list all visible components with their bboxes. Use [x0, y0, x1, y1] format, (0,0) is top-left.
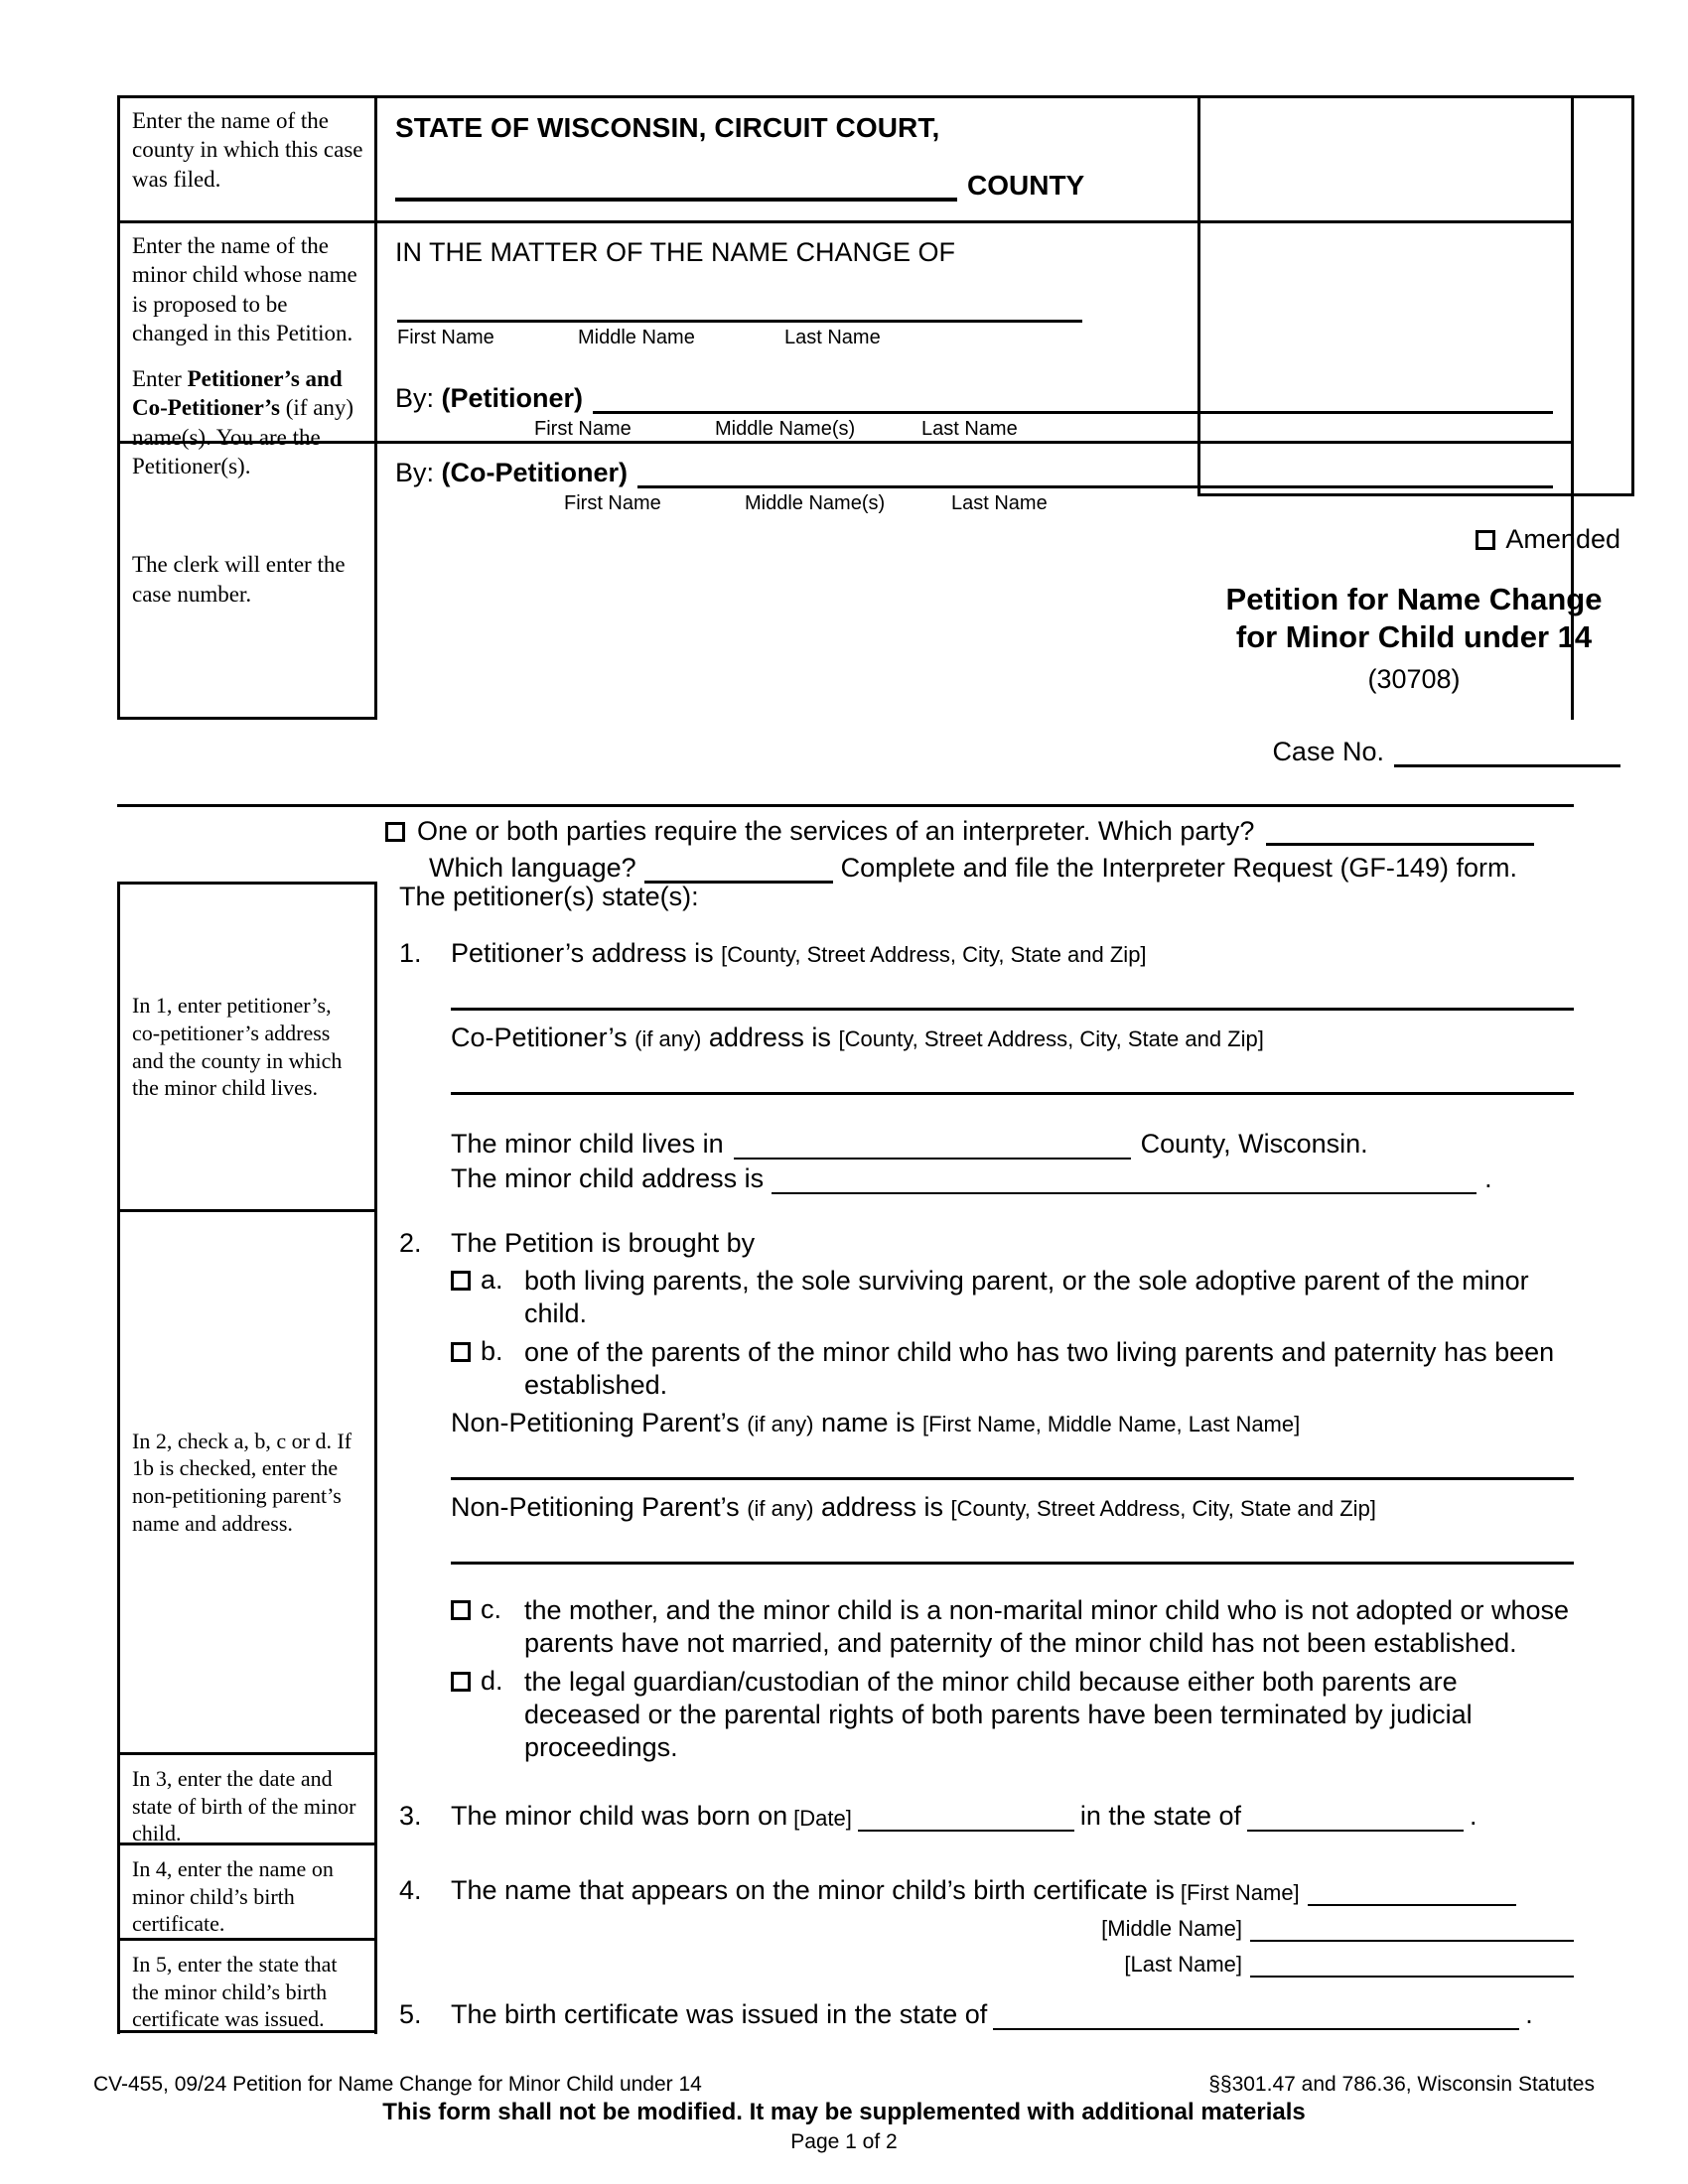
birth-state-label: in the state of	[1079, 1801, 1241, 1832]
item-3	[399, 1801, 1574, 1832]
copetitioner-label: (Co-Petitioner)	[441, 458, 629, 487]
side-note-3	[120, 1755, 374, 1845]
document-title	[1211, 581, 1620, 656]
minor-lives-in-suffix: County, Wisconsin.	[1140, 1129, 1368, 1159]
body-section	[117, 882, 1574, 2034]
item-4-number: 4.	[399, 1875, 422, 1906]
copetitioner-address-blank-field[interactable]	[451, 1061, 1574, 1095]
instruction-county-text: Enter the name of the county in which this case was filed.	[132, 108, 363, 192]
item-3-period: .	[1469, 1801, 1477, 1832]
np-name-ifany: (if any)	[747, 1411, 814, 1436]
copetitioner-address-label-c: address is	[708, 1023, 831, 1052]
option-a-text: both living parents, the sole surviving parent, or the sole adoptive parent of the minor child.	[524, 1266, 1529, 1328]
item-2-option-b[interactable]	[451, 1336, 1574, 1402]
interpreter-line-1	[385, 816, 1577, 847]
interpreter-checkbox[interactable]	[385, 822, 405, 842]
side-note-5	[120, 1941, 374, 2033]
minor-address-period: .	[1484, 1163, 1492, 1193]
child-first-name-label: First Name	[397, 327, 494, 348]
item-1-petitioner-address-line	[451, 938, 1574, 969]
interpreter-text: One or both parties require the services of an interpreter. Which party?	[417, 816, 1255, 846]
body-main-column	[377, 882, 1574, 2034]
birth-state-blank-field[interactable]	[1247, 1802, 1464, 1832]
birth-cert-state-blank-field[interactable]	[993, 2000, 1519, 2030]
instruction-column-body	[117, 882, 377, 2034]
copetitioner-address-label-a: Co-Petitioner’s	[451, 1023, 628, 1052]
footer-form-id: CV-455, 09/24 Petition for Name Change for Minor Child under 14	[93, 2073, 702, 2096]
instruction-case-number	[120, 444, 374, 720]
case-caption-box	[1197, 95, 1634, 496]
option-d-text: the legal guardian/custodian of the minor child because either both parents are deceased or the parental rights of both parents have been terminated by judicial proceedings.	[524, 1666, 1473, 1762]
footer-notice: This form shall not be modified. It may be supplemented with additional materials	[382, 2099, 1306, 2125]
item-5-period: .	[1525, 1999, 1533, 2030]
interpreter-form-note: Complete and file the Interpreter Request (GF-149) form.	[840, 853, 1517, 883]
matter-title: IN THE MATTER OF THE NAME CHANGE OF	[395, 237, 956, 267]
interpreter-section	[385, 816, 1577, 884]
side-note-4	[120, 1845, 374, 1941]
item-2-option-c[interactable]	[451, 1594, 1574, 1660]
instruction-child-name	[120, 223, 374, 479]
np-addr-label-a: Non-Petitioning Parent’s	[451, 1491, 740, 1522]
form-number: (30708)	[1367, 663, 1461, 694]
copetitioner-middle-name-label: Middle Name(s)	[745, 492, 886, 514]
title-column	[1197, 95, 1634, 767]
item-3-number: 3.	[399, 1801, 422, 1832]
by-prefix-petitioner: By:	[395, 383, 435, 413]
copetitioner-address-placeholder: [County, Street Address, City, State and Zip]	[838, 1026, 1264, 1051]
option-b-text: one of the parents of the minor child who has two living parents and paternity has been established.	[524, 1336, 1555, 1400]
copetitioner-address-ifany: (if any)	[634, 1026, 702, 1051]
side-note-2-text: In 2, check a, b, c or d. If 1b is checked, enter the non-petitioning parent’s name and address.	[132, 1428, 352, 1536]
birth-date-blank-field[interactable]	[858, 1802, 1074, 1832]
minor-lives-in-label: The minor child lives in	[451, 1129, 724, 1159]
interpreter-line-2	[429, 853, 1577, 884]
footer-statute-citation: §§301.47 and 786.36, Wisconsin Statutes	[1208, 2073, 1595, 2096]
court-heading: STATE OF WISCONSIN, CIRCUIT COURT,	[395, 112, 940, 143]
petitioner-address-blank-field[interactable]	[451, 977, 1574, 1011]
non-petitioning-parent-address-line	[451, 1492, 1574, 1523]
birth-date-label: The minor child was born on	[451, 1801, 788, 1832]
petitioner-middle-name-label: Middle Name(s)	[715, 418, 856, 440]
minor-address-label: The minor child address is	[451, 1163, 765, 1193]
bc-first-name-blank-field[interactable]	[1308, 1876, 1516, 1906]
item-2-lead: The Petition is brought by	[451, 1228, 756, 1258]
interpreter-language-blank-field[interactable]	[644, 856, 833, 884]
side-note-1	[120, 885, 374, 1212]
item-5-number: 5.	[399, 1999, 422, 2030]
bc-last-name-placeholder: [Last Name]	[1124, 1952, 1242, 1978]
bc-last-name-blank-field[interactable]	[1250, 1948, 1574, 1978]
petitioners-state-intro: The petitioner(s) state(s):	[399, 882, 699, 911]
footer-page-number: Page 1 of 2	[790, 2130, 898, 2153]
by-prefix-copetitioner: By:	[395, 458, 435, 487]
document-title-line2: for Minor Child under 14	[1235, 618, 1593, 654]
item-1-number: 1.	[399, 938, 422, 968]
instruction-column-top	[117, 95, 377, 720]
birth-cert-name-label: The name that appears on the minor child’s birth certificate is	[451, 1875, 1175, 1906]
bc-middle-name-placeholder: [Middle Name]	[1101, 1916, 1242, 1942]
item-4-last-line	[451, 1948, 1574, 1978]
petitioner-address-label: Petitioner’s address is	[451, 938, 714, 968]
option-b-checkbox[interactable]	[451, 1342, 471, 1362]
instr-enter-word: Enter	[132, 365, 188, 391]
option-a-letter: a.	[481, 1265, 503, 1295]
copetitioner-first-name-label: First Name	[564, 492, 661, 514]
np-address-blank-field[interactable]	[451, 1531, 1574, 1565]
np-addr-label-c: address is	[820, 1491, 944, 1522]
petitioner-last-name-label: Last Name	[921, 418, 1018, 440]
item-1-child-address-line	[451, 1163, 1574, 1194]
case-no-blank-field[interactable]	[1394, 738, 1620, 767]
instruction-child-name-text: Enter the name of the minor child whose name is proposed to be changed in this Petition.	[132, 233, 357, 346]
side-note-1-text: In 1, enter petitioner’s, co-petitioner’s address and the county in which the minor child lives.	[132, 993, 343, 1101]
county-word-label: COUNTY	[967, 170, 1085, 201]
birth-cert-state-label: The birth certificate was issued in the state of	[451, 1999, 988, 2030]
np-name-blank-field[interactable]	[451, 1446, 1574, 1480]
np-name-label-a: Non-Petitioning Parent’s	[451, 1407, 740, 1437]
option-a-checkbox[interactable]	[451, 1271, 471, 1291]
side-note-3-text: In 3, enter the date and state of birth of the minor child.	[132, 1766, 356, 1846]
item-2-option-a[interactable]	[451, 1265, 1574, 1330]
instr-petitioner-rest: (if any) name(s). You are the Petitioner(s).	[132, 395, 354, 479]
np-name-label-c: name is	[820, 1407, 915, 1437]
case-no-label: Case No.	[1272, 736, 1384, 766]
title-lower	[1197, 496, 1634, 767]
caption-bottom-divider	[117, 804, 1574, 807]
item-2-number: 2.	[399, 1228, 422, 1258]
amended-label: Amended	[1505, 524, 1620, 554]
bc-first-name-placeholder: [First Name]	[1180, 1880, 1300, 1906]
case-number-row	[1211, 737, 1620, 767]
interpreter-party-blank-field[interactable]	[1266, 818, 1534, 846]
side-note-4-text: In 4, enter the name on minor child’s birth certificate.	[132, 1856, 334, 1937]
footer-top-row	[93, 2073, 1595, 2097]
petitioner-label: (Petitioner)	[441, 383, 584, 413]
item-1	[399, 938, 1574, 1194]
minor-county-blank-field[interactable]	[734, 1130, 1131, 1160]
item-2	[399, 1228, 1574, 1763]
amended-checkbox[interactable]	[1476, 530, 1495, 550]
option-d-checkbox[interactable]	[451, 1672, 471, 1692]
np-name-placeholder: [First Name, Middle Name, Last Name]	[922, 1411, 1301, 1436]
side-note-5-text: In 5, enter the state that the minor child’s birth certificate was issued.	[132, 1952, 338, 2032]
item-1-copetitioner-address-line	[451, 1023, 1574, 1053]
copetitioner-by-label	[395, 458, 628, 488]
np-addr-ifany: (if any)	[747, 1495, 814, 1521]
bc-middle-name-blank-field[interactable]	[1250, 1912, 1574, 1942]
item-2-option-d[interactable]	[451, 1666, 1574, 1764]
non-petitioning-parent-name-line	[451, 1408, 1574, 1438]
option-b-letter: b.	[481, 1335, 503, 1366]
petitioner-first-name-label: First Name	[534, 418, 632, 440]
birth-date-placeholder: [Date]	[793, 1806, 852, 1832]
option-d-letter: d.	[481, 1665, 503, 1696]
copetitioner-last-name-label: Last Name	[951, 492, 1048, 514]
item-5	[399, 1999, 1574, 2030]
child-last-name-label: Last Name	[784, 327, 881, 348]
item-1-lives-in-line	[451, 1129, 1574, 1160]
option-c-checkbox[interactable]	[451, 1600, 471, 1620]
interpreter-language-label: Which language?	[429, 853, 636, 883]
amended-row	[1211, 524, 1620, 555]
page-footer	[93, 2073, 1595, 2154]
item-4	[399, 1875, 1574, 1978]
child-name-blank-field[interactable]	[397, 320, 1082, 323]
option-c-text: the mother, and the minor child is a non-marital minor child who is not adopted or whose parents have not married, and paternity of the minor child has not been established.	[524, 1594, 1570, 1658]
child-middle-name-label: Middle Name	[578, 327, 695, 348]
item-4-first-line	[451, 1875, 1574, 1906]
instr-petitioner-bold: Petitioner’s and Co-Petitioner’s	[132, 365, 343, 421]
petitioner-by-label	[395, 383, 583, 414]
county-blank-field[interactable]	[395, 176, 957, 202]
caption-block	[117, 95, 1620, 766]
document-title-line1: Petition for Name Change	[1225, 582, 1603, 616]
instruction-case-number-text: The clerk will enter the case number.	[132, 552, 346, 607]
instruction-county	[120, 98, 374, 223]
np-addr-placeholder: [County, Street Address, City, State and Zip]	[950, 1495, 1376, 1521]
petitioner-address-placeholder: [County, Street Address, City, State and Zip]	[721, 942, 1147, 967]
option-c-letter: c.	[481, 1593, 502, 1624]
item-4-middle-line	[451, 1912, 1574, 1942]
side-note-2	[120, 1212, 374, 1755]
minor-address-blank-field[interactable]	[772, 1164, 1477, 1194]
